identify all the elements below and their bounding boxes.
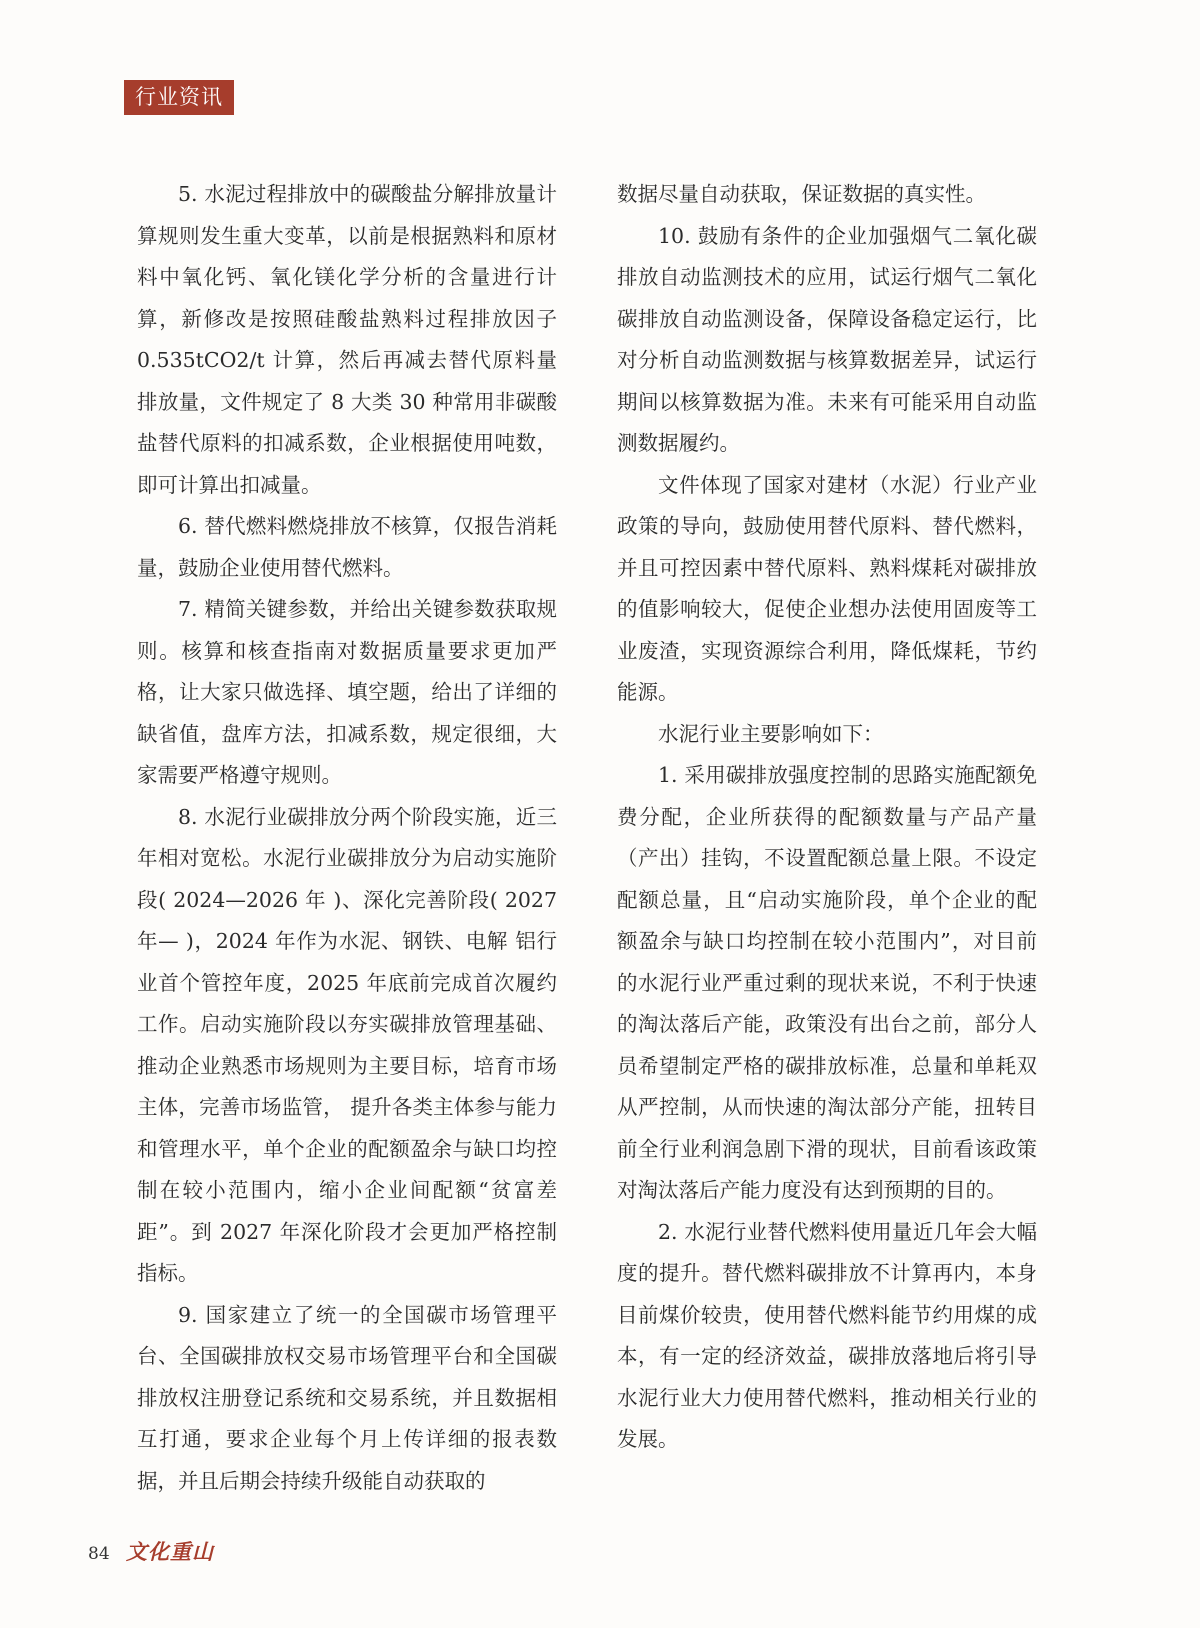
article-column-left [137,174,557,1502]
paragraph: 2. 水泥行业替代燃料使用量近几年会大幅度的提升。替代燃料碳排放不计算再内，本身目前煤价较贵，使用替代燃料能节约用煤的成本，有一定的经济效益，碳排放落地后将引导水泥行业大力使用替代燃料，推动相关行业的发展。 [617,1219,1037,1451]
paragraph: 6. 替代燃料燃烧排放不核算，仅报告消耗量，鼓励企业使用替代燃料。 [137,514,557,580]
article-column-right [617,174,1037,1461]
page-number: 84 [88,1544,110,1564]
paragraph: 水泥行业主要影响如下： [658,721,884,746]
paragraph: 10. 鼓励有条件的企业加强烟气二氧化碳排放自动监测技术的应用，试运行烟气二氧化碳排放自动监测设备，保障设备稳定运行，比对分析自动监测数据与核算数据差异，试运行期间以核算数据为准。未来有可能采用自动监测数据履约。 [617,223,1037,455]
magazine-logo: 文化重山 [126,1539,214,1564]
paragraph: 文件体现了国家对建材（水泥）行业产业政策的导向，鼓励使用替代原料、替代燃料，并且可控因素中替代原料、熟料煤耗对碳排放的值影响较大，促使企业想办法使用固废等工业废渣，实现资源综合利用，降低煤耗，节约能源。 [617,472,1037,704]
section-tag: 行业资讯 [124,80,234,115]
paragraph-continued: 数据尽量自动获取，保证数据的真实性。 [617,182,986,206]
paragraph: 1. 采用碳排放强度控制的思路实施配额免费分配，企业所获得的配额数量与产品产量（产出）挂钩，不设置配额总量上限。不设定配额总量，且“启动实施阶段，单个企业的配额盈余与缺口均控制在较小范围内”，对目前的水泥行业严重过剩的现状来说，不利于快速的淘汰落后产能，政策没有出台之前，部分人员希望制定严格的碳排放标准，总量和单耗双从严控制，从而快速的淘汰部分产能，扭转目前全行业利润急剧下滑的现状，目前看该政策对淘汰落后产能力度没有达到预期的目的。 [617,763,1037,1202]
paragraph: 8. 水泥行业碳排放分两个阶段实施，近三年相对宽松。水泥行业碳排放分为启动实施阶段( 2024—2026 年 )、深化完善阶段( 2027 年— )，2024 年作为水泥、钢铁、电解 铝行业首个管控年度，2025 年底前完成首次履约工作。启动实施阶段以夯实碳排放管理基础、推动企业熟悉市场规则为主要目标，培育市场主体，完善市场监管， 提升各类主体参与能力和管理水平，单个企业的配额盈余与缺口均控制在较小范围内，缩小企业间配额“贫富差距”。到 2027 年深化阶段才会更加严格控制指标。 [137,804,557,1285]
paragraph: 9. 国家建立了统一的全国碳市场管理平台、全国碳排放权交易市场管理平台和全国碳排放权注册登记系统和交易系统，并且数据相互打通，要求企业每个月上传详细的报表数据，并且后期会持续升级能自动获取的 [137,1302,557,1493]
paragraph: 5. 水泥过程排放中的碳酸盐分解排放量计算规则发生重大变革，以前是根据熟料和原材料中氧化钙、氧化镁化学分析的含量进行计算，新修改是按照硅酸盐熟料过程排放因子 0.535tCO2/t 计算，然后再减去替代原料量排放量，文件规定了 8 大类 30 种常用非碳酸盐替代原料的扣减系数，企业根据使用吨数，即可计算出扣减量。 [137,182,557,497]
paragraph: 7. 精简关键参数，并给出关键参数获取规则。核算和核查指南对数据质量要求更加严格，让大家只做选择、填空题，给出了详细的缺省值，盘库方法，扣减系数，规定很细，大家需要严格遵守规则。 [137,597,557,787]
